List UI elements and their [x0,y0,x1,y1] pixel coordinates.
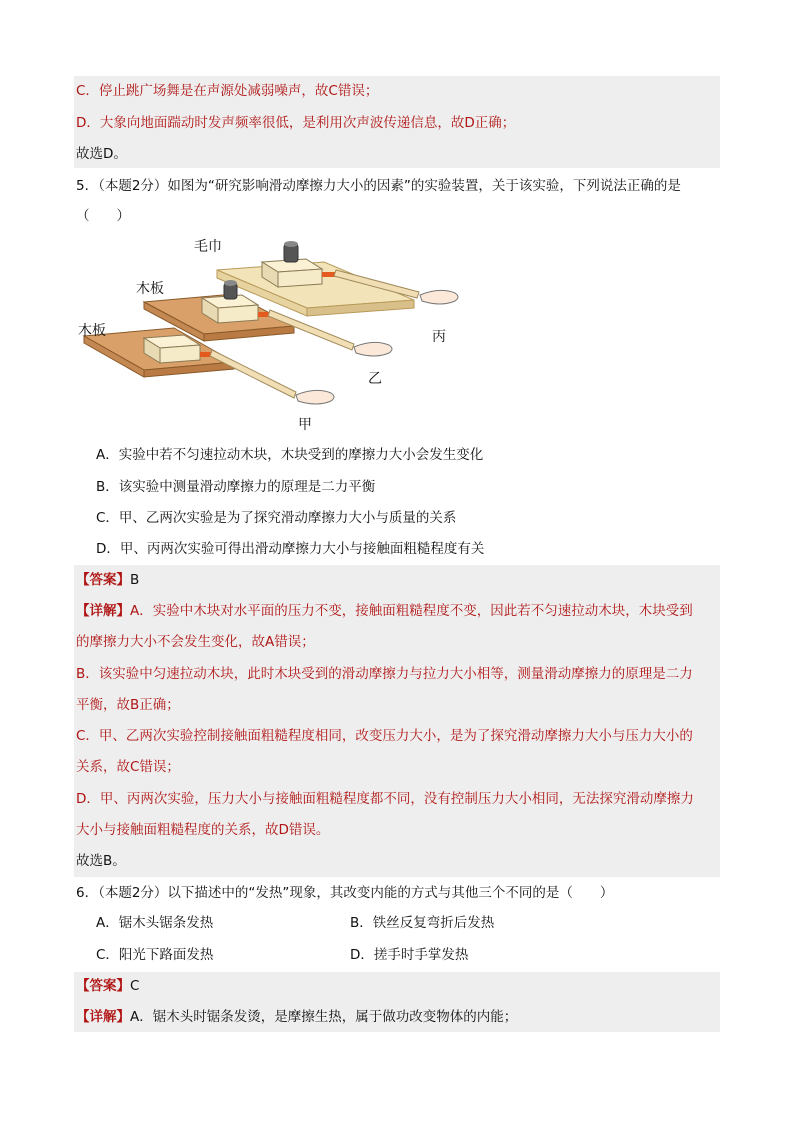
q4-final-choice: 故选D。 [76,146,127,162]
q6-stem: 6．（本题2分）以下描述中的“发热”现象，其改变内能的方式与其他三个不同的是（ ） [76,885,614,901]
q5-detail-line5: C．甲、乙两次实验控制接触面粗糙程度相同，改变压力大小，是为了探究滑动摩擦力大小与压力大小的 [76,728,693,744]
q5-detail-line3: B．该实验中匀速拉动木块，此时木块受到的滑动摩擦力与拉力大小相等，测量滑动摩擦力的原理是二力 [76,666,693,682]
q5-stem-line2: （ ） [76,208,130,224]
q6-option-c: C．阳光下路面发热 [96,947,214,963]
q6-detail-line1 [76,1007,517,1027]
q5-option-a: A．实验中若不匀速拉动木块，木块受到的摩擦力大小会发生变化 [96,447,484,463]
q5-option-d: D．甲、丙两次实验可得出滑动摩擦力大小与接触面粗糙程度有关 [96,541,485,557]
friction-experiment-figure [74,232,484,432]
q5-detail-line4: 平衡，故B正确； [76,697,180,713]
answer-value: C [130,978,140,994]
detail-tag: 【详解】 [76,603,130,619]
label-board-yi: 木板 [136,281,164,297]
detail-text: A．实验中木块对水平面的压力不变，接触面粗糙程度不变，因此若不匀速拉动木块，木块受到 [130,603,693,619]
answer-tag: 【答案】 [76,572,130,588]
q6-option-a: A．锯木头锯条发热 [96,915,214,931]
q5-detail-line1 [76,601,693,621]
q5-option-b: B．该实验中测量滑动摩擦力的原理是二力平衡 [96,479,376,495]
q6-answer [76,976,139,996]
q6-option-d: D．搓手时手掌发热 [350,947,469,963]
q5-detail-line8: 大小与接触面粗糙程度的关系，故D错误。 [76,822,330,838]
q5-final-choice: 故选B。 [76,853,126,869]
q6-option-b: B．铁丝反复弯折后发热 [350,915,495,931]
q5-detail-line7: D．甲、丙两次实验，压力大小与接触面粗糙程度都不同，没有控制压力大小相同，无法探究滑动摩擦力 [76,791,694,807]
detail-text: A．锯木头时锯条发烫，是摩擦生热，属于做功改变物体的内能； [130,1009,518,1025]
answer-tag: 【答案】 [76,978,130,994]
answer-value: B [130,572,140,588]
label-yi: 乙 [368,371,382,387]
q5-stem-line1: 5．（本题2分）如图为“研究影响滑动摩擦力大小的因素”的实验装置，关于该实验，下列说法正确的是 [76,178,681,194]
q5-detail-line6: 关系，故C错误； [76,759,180,775]
detail-tag: 【详解】 [76,1009,130,1025]
label-board-jia: 木板 [78,323,106,339]
q5-option-c: C．甲、乙两次实验是为了探究滑动摩擦力大小与质量的关系 [96,510,457,526]
label-towel: 毛巾 [194,239,222,255]
label-bing: 丙 [432,329,446,345]
friction-apparatus-illustration [74,232,484,432]
q5-detail-line2: 的摩擦力大小不会发生变化，故A错误； [76,634,315,650]
q5-answer [76,570,139,590]
q4-option-c-explanation: C．停止跳广场舞是在声源处减弱噪声，故C错误； [76,83,379,99]
q4-option-d-explanation: D．大象向地面踹动时发声频率很低，是利用次声波传递信息，故D正确； [76,115,516,131]
label-jia: 甲 [298,417,312,433]
